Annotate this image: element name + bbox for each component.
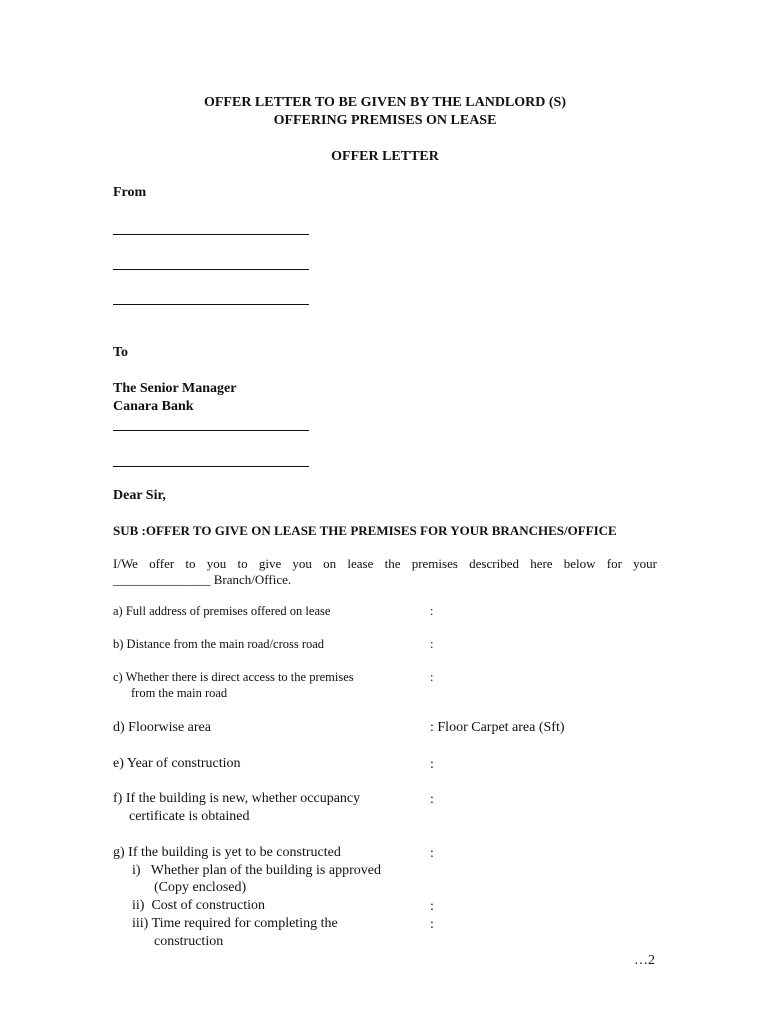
to-label: To (113, 345, 129, 360)
item-e-label: e) Year of construction (113, 756, 241, 771)
item-g-iii-colon: : (430, 917, 434, 932)
item-g-iii-label-1: iii) Time required for completing the (132, 916, 338, 931)
item-c-label-2: from the main road (131, 686, 228, 700)
item-g-iii-label-2: construction (154, 934, 224, 949)
item-f-colon: : (430, 792, 434, 807)
item-c-label-1: c) Whether there is direct access to the premises (113, 670, 354, 684)
from-label: From (113, 185, 147, 200)
from-blank-line-1 (113, 234, 309, 235)
intro-line-2: _______________ Branch/Office. (113, 572, 292, 587)
item-f-label-2: certificate is obtained (129, 809, 250, 824)
recipient-title: The Senior Manager (113, 381, 237, 396)
from-blank-line-2 (113, 269, 309, 270)
intro-line-1: I/We offer to you to give you on lease the premises described here below for your (113, 556, 657, 571)
offer-letter-heading: OFFER LETTER (331, 149, 439, 164)
item-g-i-label-1: i) Whether plan of the building is approved (132, 863, 381, 878)
from-blank-line-3 (113, 304, 309, 305)
item-d-value: : Floor Carpet area (Sft) (430, 720, 565, 735)
item-e-colon: : (430, 757, 434, 772)
title-line-2: OFFERING PREMISES ON LEASE (273, 113, 497, 128)
salutation: Dear Sir, (113, 488, 166, 503)
item-b-label: b) Distance from the main road/cross road (113, 637, 325, 651)
item-a-colon: : (430, 604, 434, 618)
item-g-label: g) If the building is yet to be constructed (113, 845, 341, 860)
page-continuation-marker: …2 (634, 953, 655, 968)
subject-line: SUB :OFFER TO GIVE ON LEASE THE PREMISES FOR YOUR BRANCHES/OFFICE (113, 523, 617, 538)
item-g-i-label-2: (Copy enclosed) (154, 880, 247, 895)
item-g-ii-colon: : (430, 899, 434, 914)
item-g-colon: : (430, 846, 434, 861)
title-line-1: OFFER LETTER TO BE GIVEN BY THE LANDLORD (S) (203, 95, 566, 110)
item-b-colon: : (430, 637, 434, 651)
item-c-colon: : (430, 670, 434, 684)
item-f-label-1: f) If the building is new, whether occupancy (113, 791, 361, 806)
recipient-bank: Canara Bank (113, 399, 194, 414)
item-d-label: d) Floorwise area (113, 720, 211, 735)
item-a-label: a) Full address of premises offered on lease (113, 604, 331, 618)
item-g-ii-label: ii) Cost of construction (132, 898, 265, 913)
to-blank-line-1 (113, 430, 309, 431)
to-blank-line-2 (113, 466, 309, 467)
